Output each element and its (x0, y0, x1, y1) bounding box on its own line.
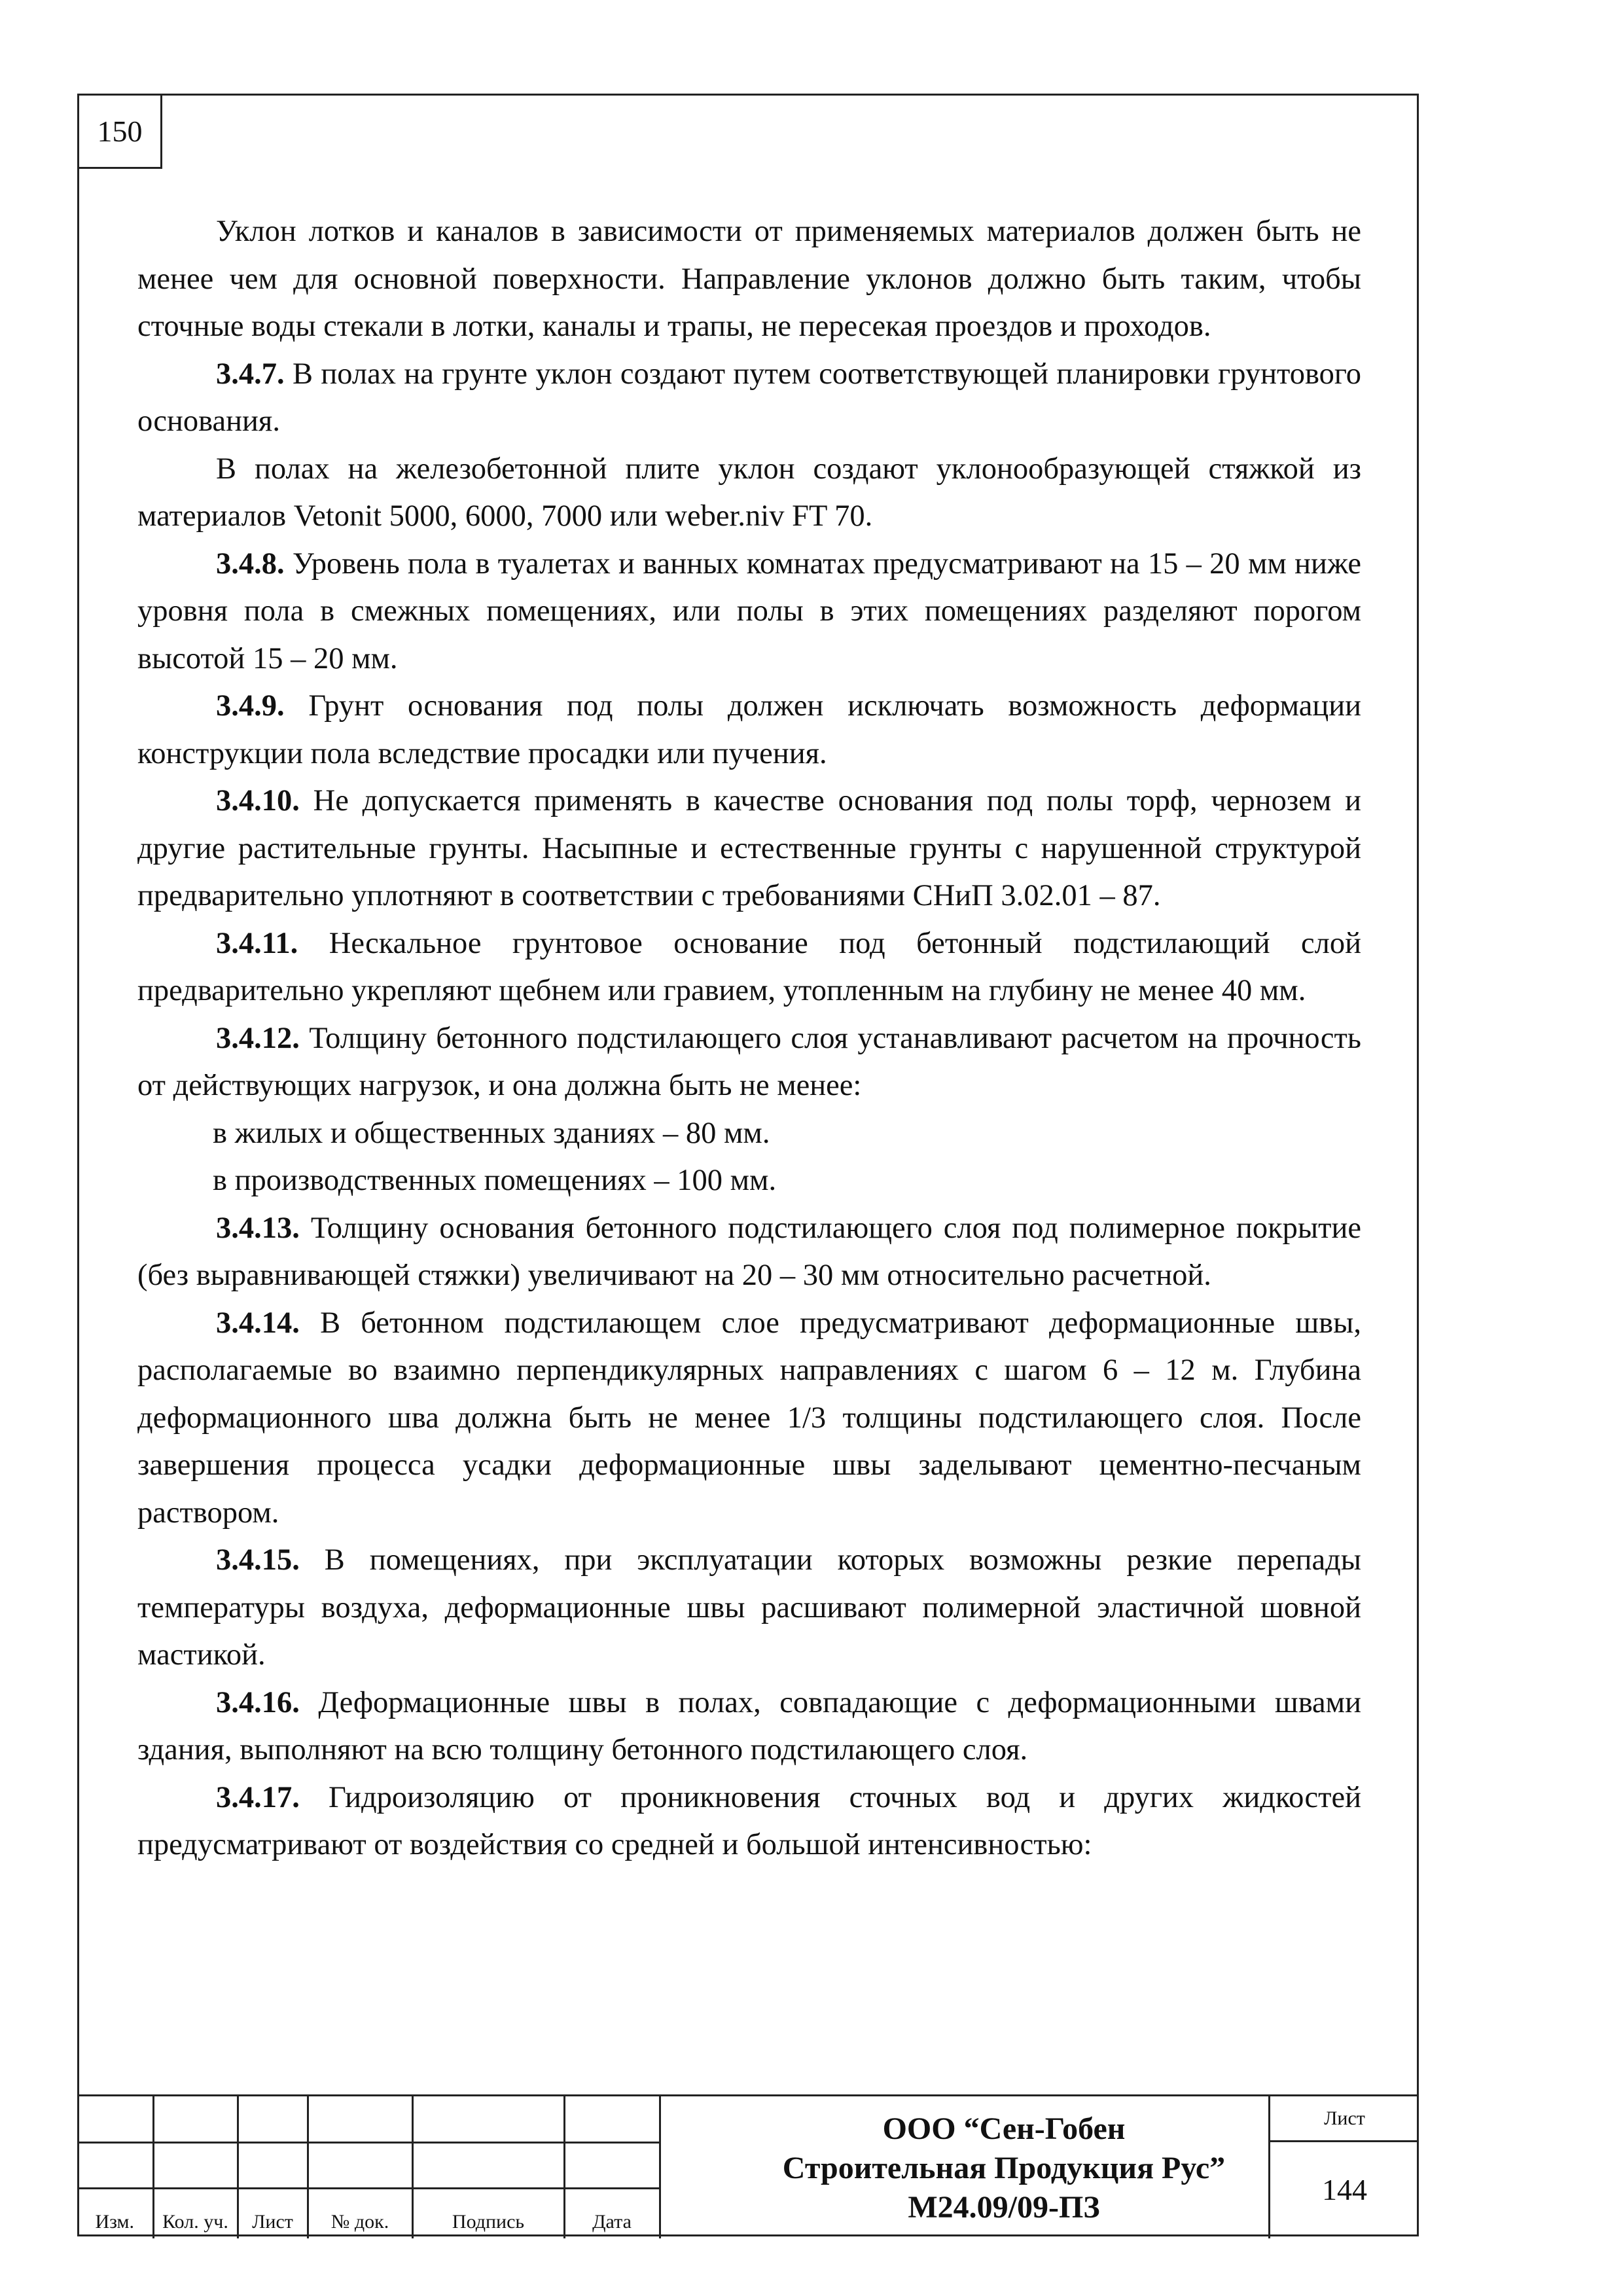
paragraph-text: В полах на грунте уклон создают путем соответствующей планировки грунтового основания. (137, 357, 1361, 438)
clause-number: 3.4.17. (216, 1780, 300, 1814)
paragraph-text: Толщину бетонного подстилающего слоя устанавливают расчетом на прочность от действующих нагрузок, и она должна быть не менее: (137, 1021, 1361, 1102)
paragraph (137, 208, 1361, 351)
paragraph (137, 778, 1361, 920)
clause-number: 3.4.10. (216, 784, 300, 817)
col-signature: Подпись (412, 2188, 564, 2238)
paragraph (137, 1015, 1361, 1110)
clause-number: 3.4.13. (216, 1211, 300, 1245)
clause-number: 3.4.9. (216, 689, 285, 723)
paragraph-text: Уровень пола в туалетах и ванных комнатах предусматривают на 15 – 20 мм ниже уровня пола в смежных помещениях, или полы в этих помещениях разделяют порогом высотой 15 – 20 мм. (137, 547, 1361, 675)
clause-number: 3.4.8. (216, 547, 285, 581)
sheet-number: 144 (1322, 2172, 1367, 2206)
org-line-1: ООО “Сен-Гобен (882, 2111, 1126, 2146)
page-number: 150 (77, 94, 162, 169)
paragraph (137, 920, 1361, 1015)
paragraph (137, 1205, 1361, 1300)
paragraph-text: Грунт основания под полы должен исключать возможность деформации конструкции пола вследствие просадки или пучения. (137, 689, 1361, 770)
revision-table (77, 2096, 661, 2238)
paragraph (137, 351, 1361, 446)
title-block (77, 2094, 1419, 2236)
paragraph (137, 541, 1361, 683)
paragraph-text: В помещениях, при эксплуатации которых возможны резкие перепады температуры воздуха, деформационные швы расшивают полимерной эластичной шовной мастикой. (137, 1543, 1361, 1672)
paragraph-text: в производственных помещениях – 100 мм. (213, 1164, 777, 1197)
clause-number: 3.4.7. (216, 357, 285, 391)
paragraph (137, 683, 1361, 778)
org-line-2: Строительная Продукция Рус” (782, 2151, 1226, 2185)
paragraph-text: в жилых и общественных зданиях – 80 мм. (213, 1116, 770, 1150)
paragraph (137, 1679, 1361, 1774)
document-code: М24.09/09-ПЗ (908, 2190, 1100, 2225)
sheet-label: Лист (1270, 2096, 1419, 2142)
organization-name (660, 2109, 1348, 2227)
col-count: Кол. уч. (153, 2188, 238, 2238)
list-item (137, 1157, 1361, 1205)
clause-number: 3.4.15. (216, 1543, 300, 1577)
clause-number: 3.4.12. (216, 1021, 300, 1055)
sheet-cell (1268, 2096, 1419, 2238)
body-text (137, 208, 1361, 1869)
paragraph-text: В бетонном подстилающем слое предусматривают деформационные швы, располагаемые во взаимно перпендикулярных направлениях с шагом 6 – 12 м. Глубина деформационного шва должна быть не менее 1/3 толщины подстилающего слоя. После завершения процесса усадки деформационные швы заделывают цементно-песчаным раствором. (137, 1306, 1361, 1530)
paragraph-text: Уклон лотков и каналов в зависимости от применяемых материалов должен быть не менее чем для основной поверхности. Направление уклонов должно быть таким, чтобы сточные воды стекали в лотки, каналы и трапы, не пересекая проездов и проходов. (137, 215, 1361, 343)
paragraph (137, 446, 1361, 541)
list-item (137, 1110, 1361, 1158)
col-doc-number: № док. (308, 2188, 412, 2238)
paragraph-text: Толщину основания бетонного подстилающего слоя под полимерное покрытие (без выравнивающей стяжки) увеличивают на 20 – 30 мм относительно расчетной. (137, 1211, 1361, 1292)
paragraph-text: Не допускается применять в качестве основания под полы торф, чернозем и другие растительные грунты. Насыпные и естественные грунты с нарушенной структурой предварительно уплотняют в соответствии с требованиями СНиП 3.02.01 – 87. (137, 784, 1361, 912)
paragraph-text: Нескальное грунтовое основание под бетонный подстилающий слой предварительно укрепляют щебнем или гравием, утопленным на глубину не менее 40 мм. (137, 926, 1361, 1007)
col-change: Изм. (77, 2188, 153, 2238)
paragraph (137, 1537, 1361, 1679)
clause-number: 3.4.16. (216, 1685, 300, 1719)
paragraph-text: Деформационные швы в полах, совпадающие с деформационными швами здания, выполняют на всю толщину бетонного подстилающего слоя. (137, 1685, 1361, 1767)
paragraph-text: В полах на железобетонной плите уклон создают уклонообразующей стяжкой из материалов Vetonit 5000, 6000, 7000 или weber.niv FT 70. (137, 452, 1361, 533)
paragraph (137, 1774, 1361, 1869)
col-sheet: Лист (238, 2188, 308, 2238)
paragraph (137, 1300, 1361, 1537)
paragraph-text: Гидроизоляцию от проникновения сточных вод и других жидкостей предусматривают от воздействия со средней и большой интенсивностью: (137, 1780, 1361, 1861)
clause-number: 3.4.14. (216, 1306, 300, 1340)
col-date: Дата (564, 2188, 660, 2238)
clause-number: 3.4.11. (216, 926, 298, 960)
